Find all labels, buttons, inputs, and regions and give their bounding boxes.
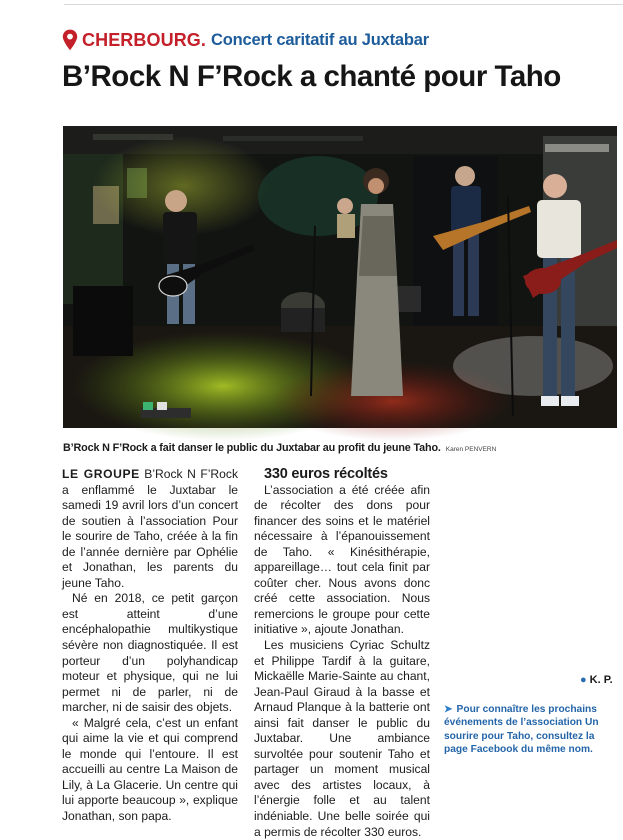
article-column-2 xyxy=(254,467,430,840)
facebook-promo-box xyxy=(444,703,619,756)
article-paragraph: Les musiciens Cyriac Schultz et Philippe Tardif à la guitare, Mickaëlle Marie-Sainte au chant, Jean-Paul Giraud à la basse et Arnaud Planque à la batterie ont ainsi fait danser le public du Juxtabar. Une ambiance survoltée pour soutenir Taho et partager un moment musical avec des artistes locaux, à l’énergie folle et au talent indéniable. Une belle soirée qui a permis de récolter 330 euros. xyxy=(254,638,430,839)
top-rule xyxy=(64,4,623,5)
author-initials: K. P. xyxy=(589,674,613,686)
photo-credit: Karen PENVERN xyxy=(445,446,497,453)
kicker-text: Concert caritatif au Juxtabar xyxy=(211,30,429,49)
article-paragraph xyxy=(62,467,238,591)
promo-text: Pour connaître les prochains événements de l’association Un sourire pour Taho, consultez la page Facebook du même nom. xyxy=(444,704,599,755)
caption-text: B’Rock N F’Rock a fait danser le public du Juxtabar au profit du jeune Taho. xyxy=(63,442,441,454)
location-label: CHERBOURG. xyxy=(82,29,207,50)
article-paragraph: Né en 2018, ce petit garçon est atteint d’une encéphalopathie multikystique sévère non diagnostiquée. Il est porteur d’un polyhandicap moteur et physique, qui ne lui permet ni de parler, ni de marcher, ni de saisir des objets. xyxy=(62,591,238,715)
section-kicker xyxy=(62,27,429,53)
article-headline: B’Rock N F’Rock a chanté pour Taho xyxy=(62,60,561,93)
paragraph-text: B’Rock N F’Rock a enflammé le Juxtabar le samedi 19 avril lors d’un concert de soutien à l’association Pour le sourire de Taho, créée à la fin de l’année dernière par Ophélie et Jonathan, les parents du jeune Taho. xyxy=(62,467,238,590)
author-signature xyxy=(580,674,613,686)
lead-word: LE GROUPE xyxy=(62,467,140,481)
article-column-1 xyxy=(62,467,238,825)
concert-photo xyxy=(63,126,617,428)
photo-caption xyxy=(63,442,623,454)
chevron-right-icon: ➤ xyxy=(444,704,453,715)
dot-icon: ● xyxy=(580,674,587,686)
article-paragraph: L’association a été créée afin de récolter des dons pour financer des soins et le matériel nécessaire à l’épanouissement de Taho. « Kinésithérapie, appareillage… tout cela finit par coûter cher. Nous avons donc créé cette association. Nous remercions le groupe pour cette initiative », ajoute Jonathan. xyxy=(254,482,430,637)
map-pin-icon xyxy=(62,29,78,51)
article-paragraph: « Malgré cela, c’est un enfant qui aime la vie et qui comprend le monde qui l’entoure. Il est accueilli au centre La Maison de Lily, à La Glacerie. Un centre qui lui apporte beaucoup », explique Jonathan, son papa. xyxy=(62,715,238,824)
article-subhead: 330 euros récoltés xyxy=(264,466,388,482)
